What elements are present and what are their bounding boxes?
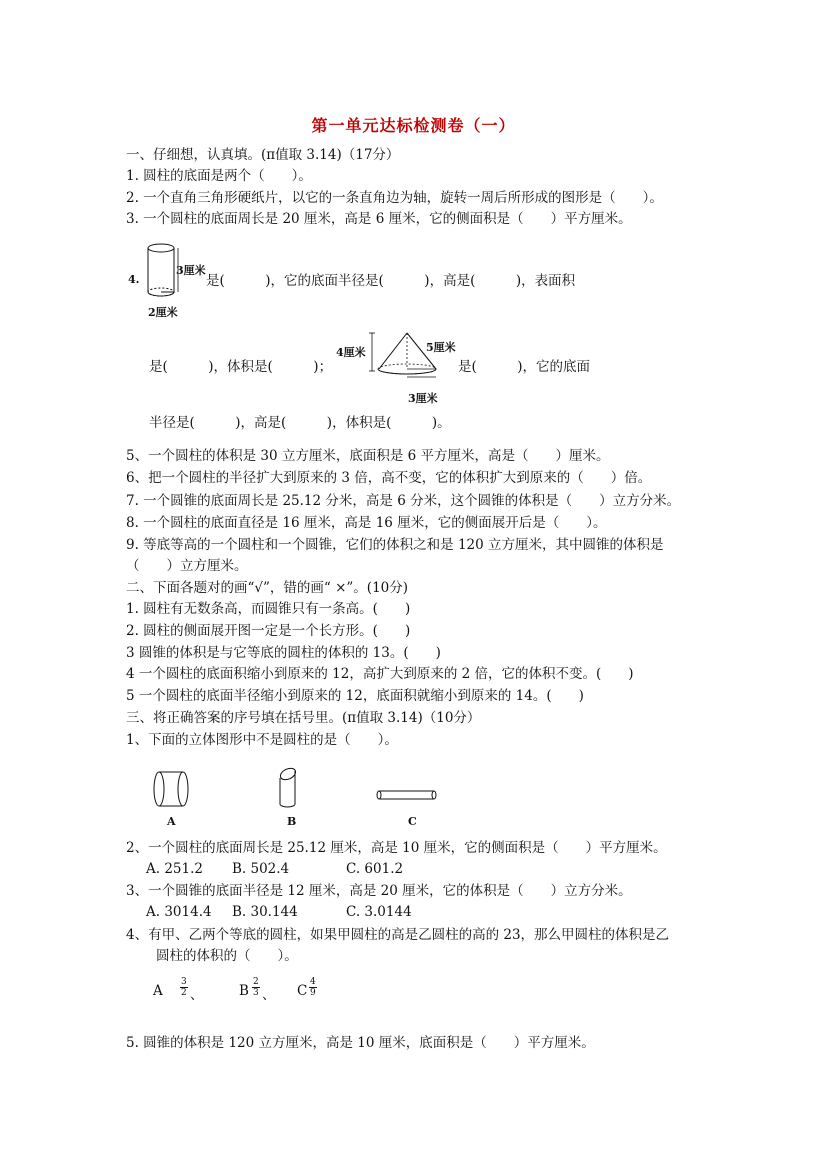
section1-heading: 一、仔细想，认真填。(π值取 3.14)（17分） [126, 147, 400, 163]
cone-height-label: 4厘米 [336, 346, 366, 359]
s2-question-2: 2. 圆柱的侧面展开图一定是一个长方形。( ) [126, 623, 411, 639]
fraction-denominator: 2 [181, 988, 187, 998]
s1-question-9b: （ ）立方厘米。 [126, 558, 248, 574]
s1-q4-line2b: 是( )，它的底面 [458, 359, 591, 375]
s3-q2-choice-b: B. 502.4 [232, 861, 290, 877]
s3-question-4b: 圆柱的体积的（ ）。 [156, 948, 298, 964]
s3-question-3: 3、一个圆锥的底面半径是 12 厘米，高是 20 厘米，它的体积是（ ）立方分米。 [126, 883, 632, 899]
shape-a-figure [150, 767, 192, 811]
cone-radius-label: 3厘米 [408, 392, 438, 405]
s1-question-3: 3. 一个圆柱的底面周长是 20 厘米，高是 6 厘米，它的侧面积是（ ）平方厘米。 [126, 211, 632, 227]
s3-q3-choice-c: C. 3.0144 [346, 904, 412, 920]
s1-question-1: 1. 圆柱的底面是两个（ ）。 [126, 168, 312, 184]
fraction-denominator: 3 [253, 988, 259, 998]
s1-question-7: 7. 一个圆锥的底面周长是 25.12 分米，高是 6 分米，这个圆锥的体积是（ ）立方分米。 [126, 493, 681, 509]
cone-slant-label: 5厘米 [426, 341, 456, 354]
cylinder-height-label: 3厘米 [176, 264, 206, 277]
s3-q4-choice-c-fraction [309, 977, 317, 998]
s3-q3-choice-a: A. 3014.4 [146, 904, 212, 920]
fraction-numerator: 4 [310, 977, 316, 987]
cylinder-diameter-label: 2厘米 [148, 306, 178, 319]
s3-question-4a: 4、有甲、乙两个等底的圆柱，如果甲圆柱的高是乙圆柱的高的 23，那么甲圆柱的体积是乙 [126, 927, 670, 943]
shape-c-figure [374, 787, 440, 803]
s1-q4-line2a: 是( )，体积是( )； [149, 359, 333, 375]
s3-q2-choice-c: C. 601.2 [346, 861, 404, 877]
s3-question-5: 5. 圆锥的体积是 120 立方厘米，高是 10 厘米，底面积是（ ）平方厘米。 [126, 1035, 595, 1051]
s3-q4-choice-b-label: B [239, 983, 249, 999]
s3-q4-choice-b-fraction [252, 977, 260, 998]
s3-q4-choice-b-tail: 、 [262, 987, 276, 1003]
shape-c-label: C [408, 815, 417, 828]
s1-question-8: 8. 一个圆柱的底面直径是 16 厘米，高是 16 厘米，它的侧面展开后是（ ）。 [126, 515, 607, 531]
s1-question-6: 6、把一个圆柱的半径扩大到原来的 3 倍，高不变，它的体积扩大到原来的（ ）倍。 [126, 470, 652, 486]
s3-q4-choice-a-fraction [180, 977, 188, 998]
s3-q4-choice-a-tail: 、 [190, 987, 204, 1003]
s1-q4-number: 4. [128, 273, 140, 286]
s3-q4-choice-a-label: A [153, 983, 163, 999]
s2-question-5: 5 一个圆柱的底面半径缩小到原来的 12，底面积就缩小到原来的 14。( ) [126, 688, 584, 704]
s2-question-3: 3 圆锥的体积是与它等底的圆柱的体积的 13。( ) [126, 645, 441, 661]
fraction-numerator: 3 [181, 977, 187, 987]
s1-question-2: 2. 一个直角三角形硬纸片，以它的一条直角边为轴，旋转一周后所形成的图形是（ ）。 [126, 190, 663, 206]
s3-q2-choice-a: A. 251.2 [146, 861, 203, 877]
s1-question-9a: 9. 等底等高的一个圆柱和一个圆锥，它们的体积之和是 120 立方厘米，其中圆锥的体积是 [126, 537, 664, 553]
s2-question-1: 1. 圆柱有无数条高，而圆锥只有一条高。( ) [126, 601, 411, 617]
s2-question-4: 4 一个圆柱的底面积缩小到原来的 12，高扩大到原来的 2 倍，它的体积不变。( ) [126, 666, 634, 682]
shape-a-label: A [167, 815, 176, 828]
fraction-numerator: 2 [253, 977, 259, 987]
fraction-denominator: 9 [310, 988, 316, 998]
shape-b-figure [272, 765, 300, 811]
shape-b-label: B [287, 815, 297, 828]
section3-heading: 三、将正确答案的序号填在括号里。(π值取 3.14)（10分） [126, 710, 481, 726]
s1-q4-line1: 是( )，它的底面半径是( )，高是( )，表面积 [206, 273, 576, 289]
page-title: 第一单元达标检测卷（一） [311, 116, 516, 135]
s1-q4-line3: 半径是( )，高是( )，体积是( )。 [149, 415, 451, 431]
s3-q3-choice-b: B. 30.144 [232, 904, 298, 920]
s1-question-5: 5、一个圆柱的体积是 30 立方厘米，底面积是 6 平方厘米，高是（ ）厘米。 [126, 448, 610, 464]
s3-question-2: 2、一个圆柱的底面周长是 25.12 厘米，高是 10 厘米，它的侧面积是（ ）平方厘米。 [126, 840, 667, 856]
s3-question-1: 1、下面的立体图形中不是圆柱的是（ ）。 [126, 732, 398, 748]
section2-heading: 二、下面各题对的画“√”，错的画“ ×”。(10分) [126, 580, 409, 596]
s3-q4-choice-c-label: C [297, 983, 308, 999]
